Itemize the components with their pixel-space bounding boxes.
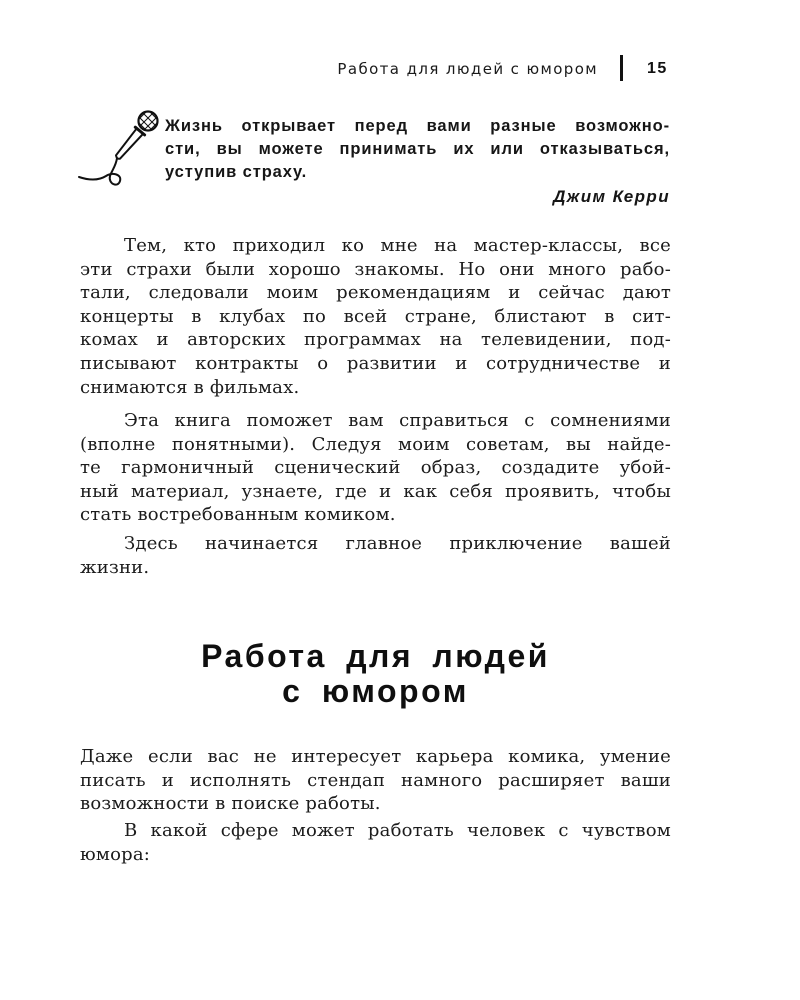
quote-author: Джим Керри <box>553 187 670 206</box>
text-line: Даже если вас не интересует карьера комика, умение <box>80 746 671 767</box>
text-line: тали, следовали моим рекомендациям и сейчас дают <box>80 282 671 304</box>
paragraph <box>80 234 671 399</box>
epigraph-quote <box>165 115 670 184</box>
text-line: стать востребованным комиком. <box>80 504 396 526</box>
text-line: те гармоничный сценический образ, создадите убой- <box>80 457 671 479</box>
quote-line: уступив страху. <box>165 163 308 181</box>
text-line: Здесь начинается главное приключение вашей <box>124 533 671 554</box>
text-line: возможности в поиске работы. <box>80 793 381 815</box>
text-line: ный материал, узнаете, где и как себя проявить, чтобы <box>80 480 671 502</box>
paragraph <box>80 532 671 579</box>
text-line: юмора: <box>80 843 151 865</box>
paragraph <box>80 745 671 816</box>
text-line: писать и исполнять стендап намного расширяет ваши <box>80 769 671 791</box>
page-number: 15 <box>647 60 668 77</box>
heading-line: с юмором <box>282 673 469 709</box>
text-line: комах и авторских программах на телевидении, под- <box>80 329 671 351</box>
paragraph <box>80 819 671 866</box>
heading-line: Работа для людей <box>201 638 550 674</box>
text-line: В какой сфере может работать человек с чувством <box>124 820 671 841</box>
text-line: эти страхи были хорошо знакомы. Но они много рабо- <box>80 258 671 280</box>
text-line: жизни. <box>80 556 150 578</box>
quote-line: Жизнь открывает перед вами разные возможно- <box>165 117 670 135</box>
running-title: Работа для людей с юмором <box>337 60 598 78</box>
header-divider <box>620 55 623 81</box>
paragraph <box>80 409 671 527</box>
microphone-icon <box>76 106 166 192</box>
text-line: (вполне понятными). Следуя моим советам, вы найде- <box>80 433 671 455</box>
text-line: снимаются в фильмах. <box>80 376 300 398</box>
section-heading <box>80 639 671 709</box>
text-line: Тем, кто приходил ко мне на мастер-классы, все <box>124 235 671 256</box>
text-line: концерты в клубах по всей стране, блистают в сит- <box>80 305 671 327</box>
quote-line: сти, вы можете принимать их или отказываться, <box>165 140 670 158</box>
text-line: Эта книга поможет вам справиться с сомнениями <box>124 410 671 431</box>
text-line: писывают контракты о развитии и сотрудничестве и <box>80 352 671 374</box>
